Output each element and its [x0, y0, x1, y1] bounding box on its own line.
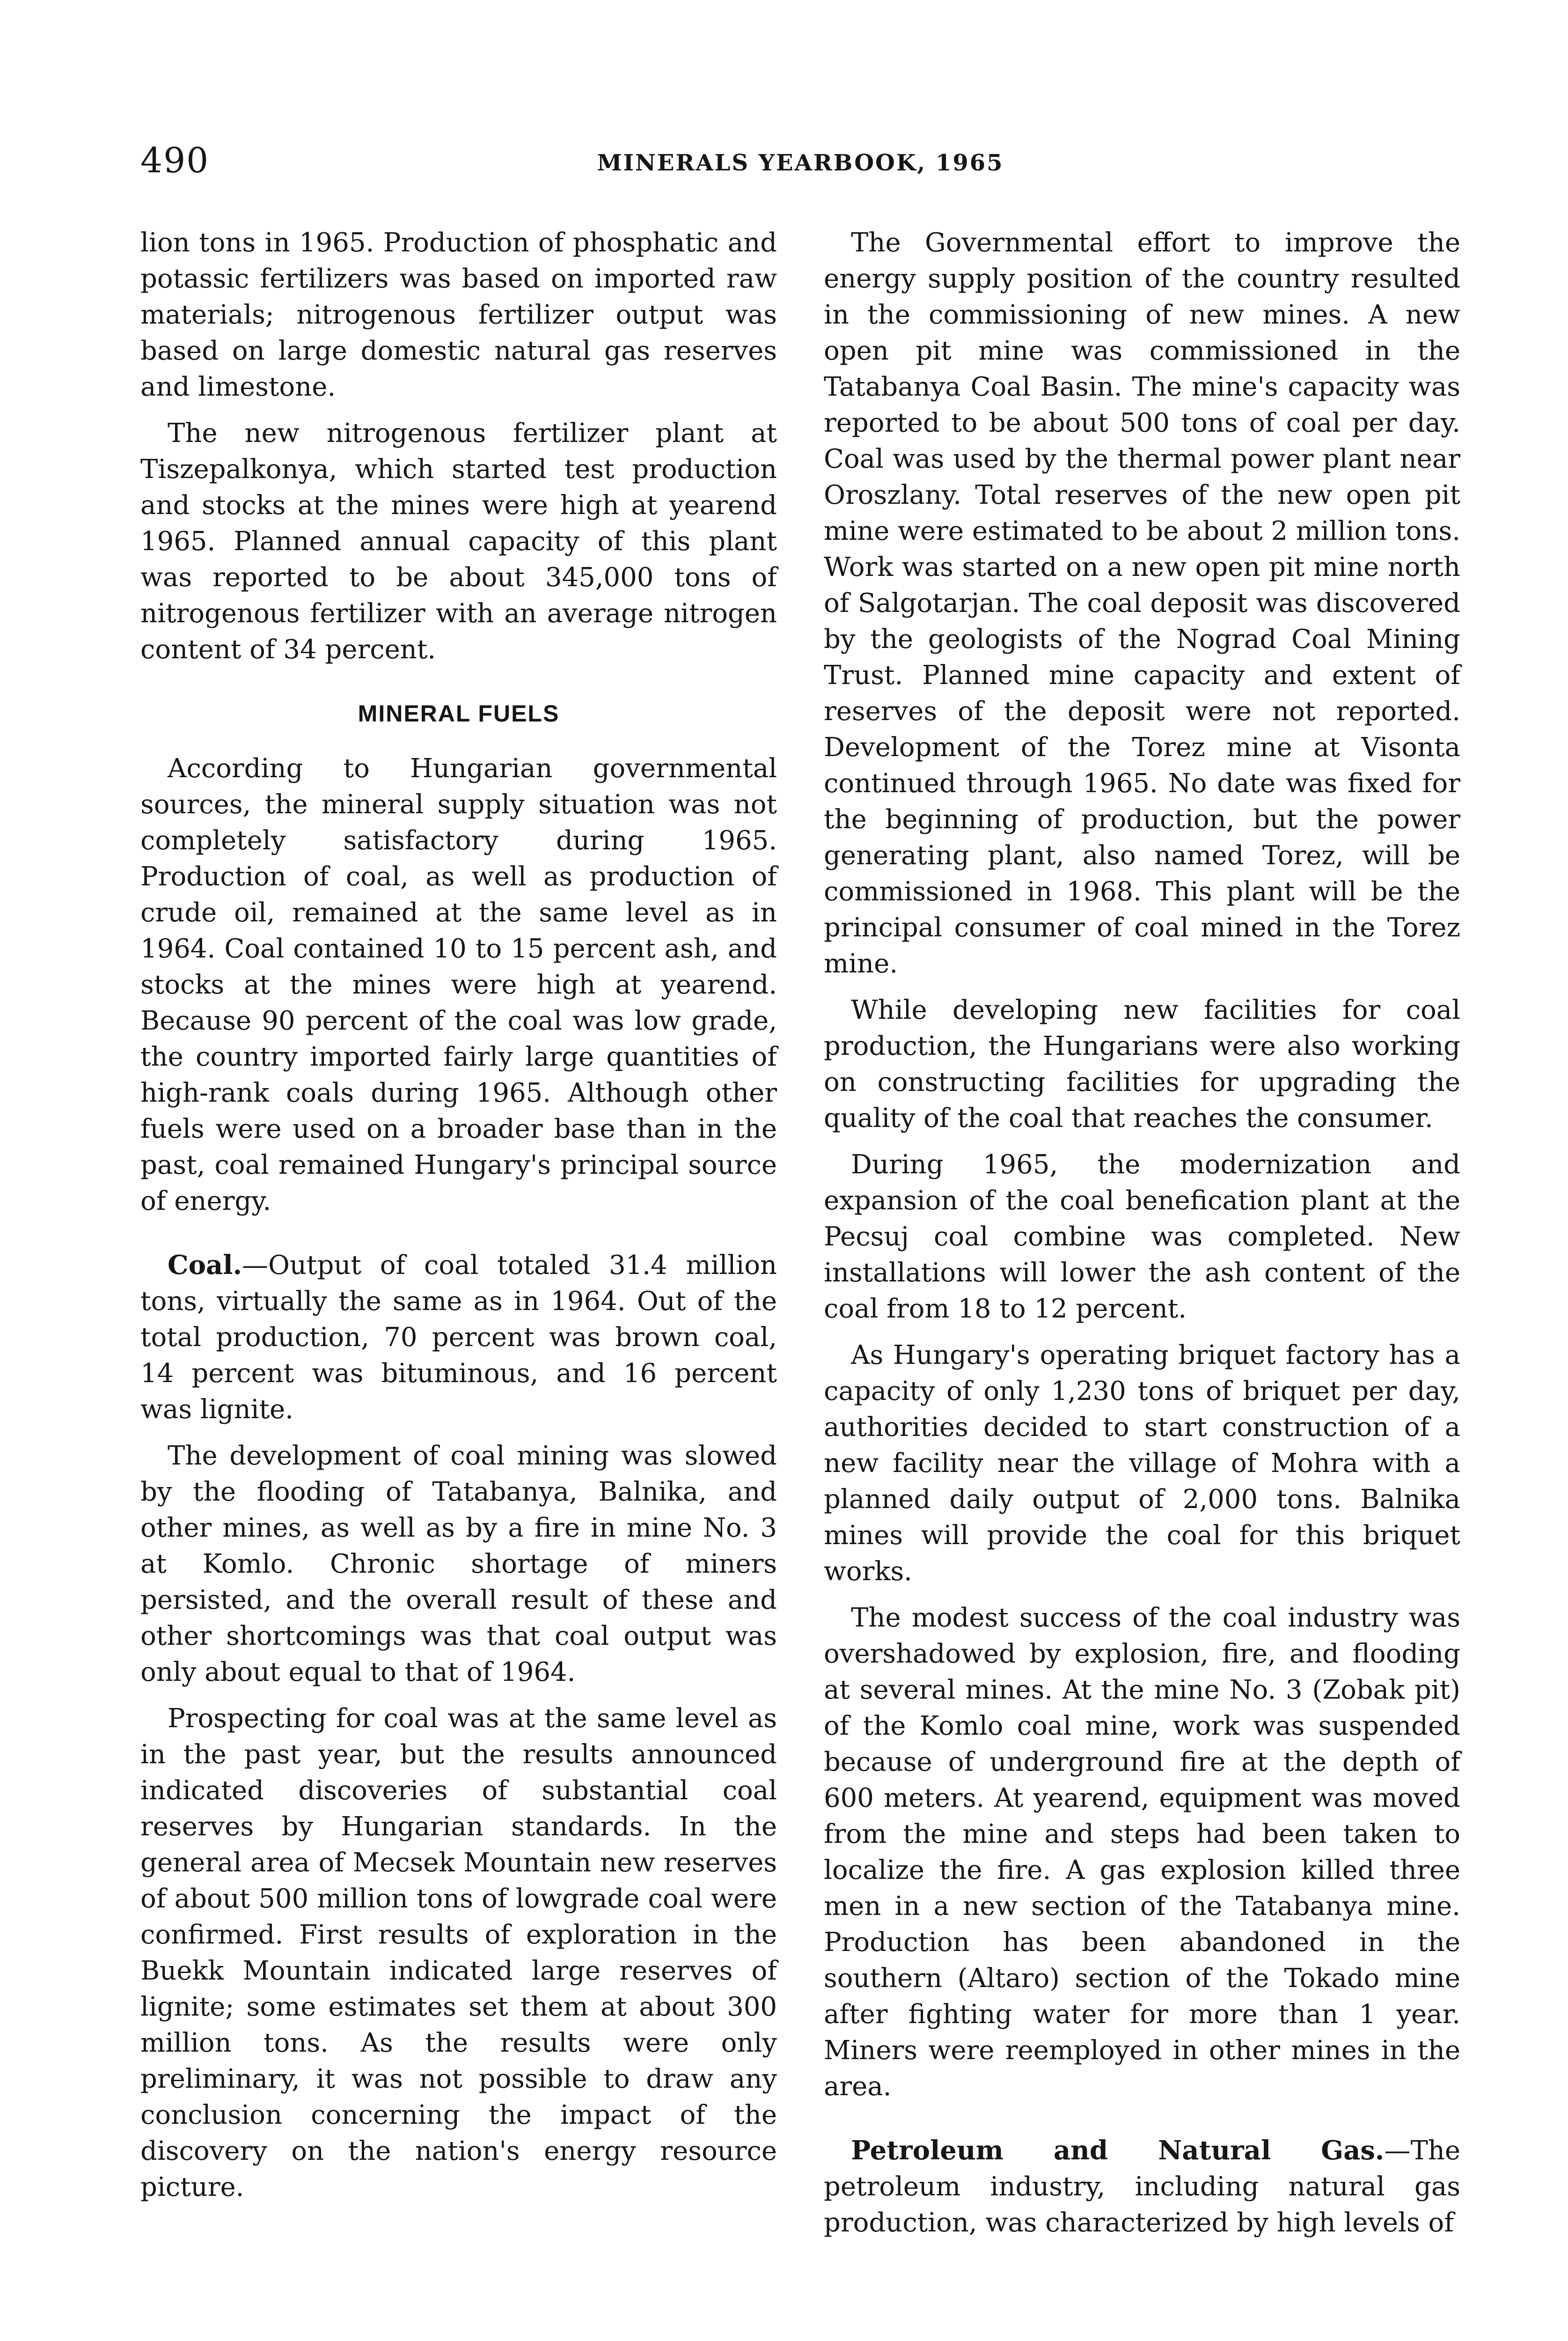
paragraph-coal-output — [140, 1247, 777, 1428]
paragraph-coal-prospecting: Prospecting for coal was at the same level as in the past year, but the results announced indicated discoveries of substantial coal reserves by Hungarian standards. In the general area of Mecsek Mountain new reserves of about 500 million tons of lowgrade coal were confirmed. First results of exploration in the Buekk Mountain indicated large reserves of lignite; some estimates set them at about 300 million tons. As the results were only preliminary, it was not possible to draw any conclusion concerning the impact of the discovery on the nation's energy resource picture. — [140, 1703, 777, 2202]
paragraph-benefication-plant: During 1965, the modernization and expansion of the coal benefication plant at the Pecsuj coal combine was completed. New installations will lower the ash content of the coal from 18 to 12 percent. — [824, 1149, 1460, 1324]
paragraph-mine-accidents: The modest success of the coal industry was overshadowed by explosion, fire, and flooding at several mines. At the mine No. 3 (Zobak pit) of the Komlo coal mine, work was suspended because of underground fire at the depth of 600 meters. At yearend, equipment was moved from the mine and steps had been taken to localize the fire. A gas explosion killed three men in a new section of the Tatabanya mine. Production has been abandoned in the southern (Altaro) section of the Tokado mine after fighting water for more than 1 year. Miners were reemployed in other mines in the area. — [824, 1603, 1460, 2102]
paragraph-new-mines: The Governmental effort to improve the energy supply position of the country resulted in the commissioning of new mines. A new open pit mine was commissioned in the Tatabanya Coal Basin. The mine's capacity was reported to be about 500 tons of coal per day. Coal was used by the thermal power plant near Oroszlany. Total reserves of the new open pit mine were estimated to be about 2 million tons. Work was started on a new open pit mine north of Salgotarjan. The coal deposit was discovered by the geologists of the Nograd Coal Mining Trust. Planned mine capacity and extent of reserves of the deposit were not reported. Development of the Torez mine at Visonta continued through 1965. No date was fixed for the beginning of production, but the power generating plant, also named Torez, will be commissioned in 1968. This plant will be the principal consumer of coal mined in the Torez mine. — [824, 228, 1460, 979]
paragraph-fertilizer-continued: lion tons in 1965. Production of phosphatic and potassic fertilizers was based on imported raw materials; nitrogenous fertilizer output was based on large domestic natural gas reserves and limestone. — [140, 228, 777, 402]
page-header — [140, 136, 1460, 192]
section-heading-mineral-fuels: MINERAL FUELS — [358, 700, 560, 727]
running-title: MINERALS YEARBOOK, 1965 — [597, 150, 1004, 176]
petroleum-text: —The petroleum industry, including natural gas production, was characterized by high levels of — [824, 2135, 1460, 2238]
paragraph-briquet-factory: As Hungary's operating briquet factory has a capacity of only 1,230 tons of briquet per day, authorities decided to start construction of a new facility near the village of Mohra with a planned daily output of 2,000 tons. Balnika mines will provide the coal for this briquet works. — [824, 1340, 1460, 1587]
coal-run-in-heading: Coal. — [168, 1250, 242, 1281]
paragraph-upgrading-facilities: While developing new facilities for coal production, the Hungarians were also working on constructing facilities for upgrading the quality of the coal that reaches the consumer. — [824, 995, 1460, 1134]
coal-output-text: —Output of coal totaled 31.4 million tons, virtually the same as in 1964. Out of the total production, 70 percent was brown coal, 14 percent was bituminous, and 16 percent was lignite. — [140, 1250, 777, 1425]
paragraph-mineral-supply: According to Hungarian governmental sources, the mineral supply situation was not completely satisfactory during 1965. Production of coal, as well as production of crude oil, remained at the same level as in 1964. Coal contained 10 to 15 percent ash, and stocks at the mines were high at yearend. Because 90 percent of the coal was low grade, the country imported fairly large quantities of high-rank coals during 1965. Although other fuels were used on a broader base than in the past, coal remained Hungary's principal source of energy. — [140, 753, 777, 1216]
paragraph-nitrogenous-plant: The new nitrogenous fertilizer plant at Tiszepalkonya, which started test production and stocks at the mines were high at yearend 1965. Planned annual capacity of this plant was reported to be about 345,000 tons of nitrogenous fertilizer with an average nitrogen content of 34 percent. — [140, 418, 777, 665]
left-column — [140, 225, 777, 2216]
paragraph-petroleum — [824, 2133, 1460, 2241]
page-number: 490 — [140, 140, 210, 181]
paragraph-coal-development: The development of coal mining was slowed by the flooding of Tatabanya, Balnika, and other mines, as well as by a fire in mine No. 3 at Komlo. Chronic shortage of miners persisted, and the overall result of these and other shortcomings was that coal output was only about equal to that of 1964. — [140, 1441, 777, 1687]
petroleum-run-in-heading: Petroleum and Natural Gas. — [851, 2135, 1385, 2166]
right-column — [824, 225, 1460, 2251]
